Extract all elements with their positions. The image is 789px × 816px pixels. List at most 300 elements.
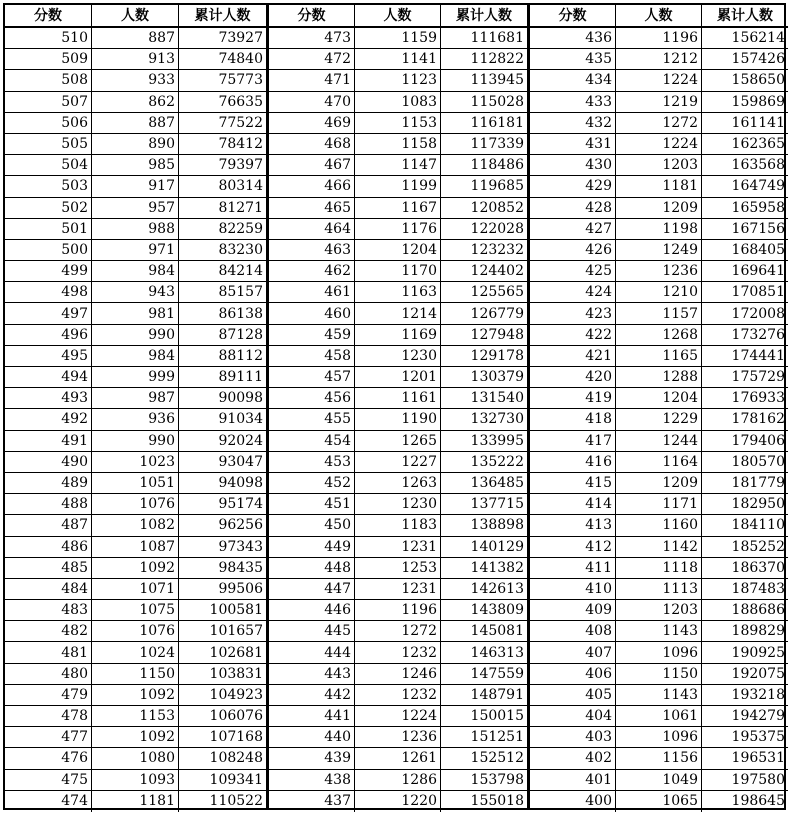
cumulative-cell: 103831 <box>209 665 263 682</box>
cumulative-cell: 135222 <box>470 453 524 470</box>
count-cell: 1075 <box>92 600 179 620</box>
header-cumulative: 累计人数 <box>194 7 251 24</box>
table-row <box>269 261 527 282</box>
score-cell: 418 <box>530 409 616 429</box>
cumulative-cell: 162365 <box>731 136 785 153</box>
score-cell: 433 <box>530 92 616 112</box>
cumulative-cell: 92024 <box>218 432 263 449</box>
score-cell: 449 <box>269 537 355 557</box>
score-cell: 510 <box>5 28 92 48</box>
score-cell: 400 <box>530 791 616 812</box>
count-cell: 1157 <box>616 303 702 323</box>
cumulative-cell: 170851 <box>731 284 785 301</box>
table-row <box>530 303 788 324</box>
cumulative-cell: 97343 <box>218 538 263 555</box>
count-cell: 1118 <box>616 558 702 578</box>
table-row <box>269 70 527 91</box>
score-cell: 416 <box>530 452 616 472</box>
table-row <box>5 770 266 791</box>
table-row <box>269 155 527 176</box>
cumulative-cell: 194279 <box>731 708 785 725</box>
cumulative-cell: 161141 <box>731 114 785 131</box>
count-cell: 1288 <box>616 367 702 387</box>
count-cell: 1051 <box>92 473 179 493</box>
table-row <box>269 240 527 261</box>
cumulative-cell: 82259 <box>218 220 263 237</box>
count-cell: 1082 <box>92 515 179 535</box>
table-row <box>530 558 788 579</box>
header-count: 人数 <box>92 5 179 26</box>
score-cell: 489 <box>5 473 92 493</box>
score-cell: 419 <box>530 388 616 408</box>
count-cell: 1150 <box>92 664 179 684</box>
count-cell: 981 <box>92 303 179 323</box>
cumulative-cell: 116181 <box>470 114 524 131</box>
table-row <box>269 134 527 155</box>
score-cell: 508 <box>5 70 92 90</box>
cumulative-cell: 186370 <box>731 559 785 576</box>
cumulative-cell: 118486 <box>470 157 524 174</box>
header-row <box>5 5 266 28</box>
count-cell: 1196 <box>355 600 441 620</box>
cumulative-cell: 168405 <box>731 241 785 258</box>
table-row <box>530 134 788 155</box>
count-cell: 1147 <box>355 155 441 175</box>
count-cell: 1160 <box>616 515 702 535</box>
cumulative-cell: 193218 <box>731 686 785 703</box>
count-cell: 1261 <box>355 748 441 768</box>
score-cell: 455 <box>269 409 355 429</box>
score-cell: 499 <box>5 261 92 281</box>
cumulative-cell: 84214 <box>218 263 263 280</box>
score-cell: 471 <box>269 70 355 90</box>
score-cell: 423 <box>530 303 616 323</box>
cumulative-cell: 151251 <box>470 729 524 746</box>
count-cell: 1153 <box>355 113 441 133</box>
score-cell: 429 <box>530 176 616 196</box>
score-cell: 469 <box>269 113 355 133</box>
table-row <box>530 282 788 303</box>
table-row <box>269 558 527 579</box>
score-cell: 402 <box>530 748 616 768</box>
table-row <box>269 431 527 452</box>
score-cell: 500 <box>5 240 92 260</box>
table-row <box>5 113 266 134</box>
score-cell: 424 <box>530 282 616 302</box>
cumulative-cell: 112822 <box>470 51 524 68</box>
score-cell: 411 <box>530 558 616 578</box>
count-cell: 1210 <box>616 282 702 302</box>
cumulative-cell: 130379 <box>470 369 524 386</box>
cumulative-cell: 131540 <box>470 390 524 407</box>
table-row <box>5 748 266 769</box>
score-cell: 472 <box>269 49 355 69</box>
table-row <box>5 388 266 409</box>
score-cell: 495 <box>5 346 92 366</box>
cumulative-cell: 120852 <box>470 199 524 216</box>
table-row <box>5 685 266 706</box>
score-cell: 436 <box>530 28 616 48</box>
score-cell: 492 <box>5 409 92 429</box>
header-score: 分数 <box>530 5 616 26</box>
cumulative-cell: 143809 <box>470 602 524 619</box>
score-cell: 501 <box>5 219 92 239</box>
table-row <box>530 452 788 473</box>
table-row <box>5 621 266 642</box>
table-row <box>530 791 788 812</box>
table-row <box>530 685 788 706</box>
cumulative-cell: 123232 <box>470 241 524 258</box>
cumulative-cell: 106076 <box>209 708 263 725</box>
table-row <box>5 452 266 473</box>
count-cell: 1229 <box>616 409 702 429</box>
count-cell: 1236 <box>616 261 702 281</box>
cumulative-cell: 93047 <box>218 453 263 470</box>
table-row <box>5 325 266 346</box>
table-row <box>530 388 788 409</box>
table-row <box>530 600 788 621</box>
score-cell: 457 <box>269 367 355 387</box>
header-row <box>269 5 527 28</box>
table-row <box>530 346 788 367</box>
count-cell: 1214 <box>355 303 441 323</box>
cumulative-cell: 102681 <box>209 644 263 661</box>
table-row <box>269 494 527 515</box>
count-cell: 1227 <box>355 452 441 472</box>
count-cell: 936 <box>92 409 179 429</box>
table-row <box>5 219 266 240</box>
table-row <box>530 664 788 685</box>
cumulative-cell: 182950 <box>731 496 785 513</box>
count-cell: 1083 <box>355 92 441 112</box>
count-cell: 1263 <box>355 473 441 493</box>
table-row <box>5 155 266 176</box>
count-cell: 1220 <box>355 791 441 812</box>
count-cell: 1212 <box>616 49 702 69</box>
header-cumulative: 累计人数 <box>717 7 773 24</box>
score-cell: 474 <box>5 791 92 812</box>
count-cell: 1071 <box>92 579 179 599</box>
header-row <box>530 5 788 28</box>
cumulative-cell: 169641 <box>731 263 785 280</box>
cumulative-cell: 94098 <box>218 475 263 492</box>
count-cell: 1123 <box>355 70 441 90</box>
count-cell: 1093 <box>92 770 179 790</box>
score-cell: 494 <box>5 367 92 387</box>
score-cell: 408 <box>530 621 616 641</box>
cumulative-cell: 86138 <box>218 305 263 322</box>
table-row <box>5 558 266 579</box>
table-row <box>530 113 788 134</box>
cumulative-cell: 167156 <box>731 220 785 237</box>
table-row <box>530 261 788 282</box>
cumulative-cell: 73927 <box>218 30 263 47</box>
table-row <box>530 155 788 176</box>
score-cell: 440 <box>269 727 355 747</box>
table-row <box>269 770 527 791</box>
score-cell: 476 <box>5 748 92 768</box>
count-cell: 1024 <box>92 642 179 662</box>
count-cell: 1164 <box>616 452 702 472</box>
count-cell: 1181 <box>616 176 702 196</box>
score-cell: 405 <box>530 685 616 705</box>
score-cell: 497 <box>5 303 92 323</box>
header-cumulative: 累计人数 <box>456 7 512 24</box>
score-cell: 496 <box>5 325 92 345</box>
cumulative-cell: 129178 <box>470 347 524 364</box>
table-row <box>269 748 527 769</box>
cumulative-cell: 101657 <box>209 623 263 640</box>
cumulative-cell: 81271 <box>218 199 263 216</box>
cumulative-cell: 113945 <box>470 72 524 89</box>
count-cell: 887 <box>92 113 179 133</box>
score-cell: 505 <box>5 134 92 154</box>
header-score: 分数 <box>5 5 92 26</box>
table-row <box>5 49 266 70</box>
table-row <box>5 791 266 812</box>
table-row <box>269 537 527 558</box>
cumulative-cell: 119685 <box>470 178 524 195</box>
count-cell: 917 <box>92 176 179 196</box>
count-cell: 913 <box>92 49 179 69</box>
cumulative-cell: 115028 <box>470 93 524 110</box>
cumulative-cell: 125565 <box>470 284 524 301</box>
table-row <box>269 600 527 621</box>
score-cell: 475 <box>5 770 92 790</box>
cumulative-cell: 142613 <box>470 580 524 597</box>
table-row <box>530 748 788 769</box>
count-cell: 1096 <box>616 727 702 747</box>
count-cell: 1023 <box>92 452 179 472</box>
count-cell: 1092 <box>92 558 179 578</box>
score-cell: 410 <box>530 579 616 599</box>
table-row <box>269 176 527 197</box>
cumulative-cell: 87128 <box>218 326 263 343</box>
score-cell: 447 <box>269 579 355 599</box>
count-cell: 1224 <box>616 70 702 90</box>
count-cell: 1061 <box>616 706 702 726</box>
count-cell: 1076 <box>92 621 179 641</box>
table-row <box>269 452 527 473</box>
header-score: 分数 <box>269 5 355 26</box>
count-cell: 957 <box>92 198 179 218</box>
cumulative-cell: 126779 <box>470 305 524 322</box>
score-cell: 415 <box>530 473 616 493</box>
cumulative-cell: 189829 <box>731 623 785 640</box>
count-cell: 943 <box>92 282 179 302</box>
score-cell: 458 <box>269 346 355 366</box>
score-cell: 427 <box>530 219 616 239</box>
score-cell: 466 <box>269 176 355 196</box>
table-row <box>530 537 788 558</box>
count-cell: 1143 <box>616 621 702 641</box>
count-cell: 1231 <box>355 537 441 557</box>
table-row <box>269 325 527 346</box>
cumulative-cell: 195375 <box>731 729 785 746</box>
table-row <box>5 409 266 430</box>
table-row <box>530 409 788 430</box>
cumulative-cell: 165958 <box>731 199 785 216</box>
table-row <box>530 494 788 515</box>
table-row <box>530 240 788 261</box>
count-cell: 887 <box>92 28 179 48</box>
cumulative-cell: 132730 <box>470 411 524 428</box>
cumulative-cell: 158650 <box>731 72 785 89</box>
table-row <box>269 621 527 642</box>
table-row <box>269 303 527 324</box>
score-cell: 441 <box>269 706 355 726</box>
score-cell: 478 <box>5 706 92 726</box>
count-cell: 1049 <box>616 770 702 790</box>
count-cell: 1076 <box>92 494 179 514</box>
cumulative-cell: 96256 <box>218 517 263 534</box>
cumulative-cell: 163568 <box>731 157 785 174</box>
table-row <box>5 282 266 303</box>
score-cell: 406 <box>530 664 616 684</box>
count-cell: 985 <box>92 155 179 175</box>
cumulative-cell: 100581 <box>209 602 263 619</box>
cumulative-cell: 99506 <box>218 580 263 597</box>
count-cell: 1113 <box>616 579 702 599</box>
table-row <box>5 431 266 452</box>
score-cell: 431 <box>530 134 616 154</box>
count-cell: 1159 <box>355 28 441 48</box>
count-cell: 1224 <box>616 134 702 154</box>
score-cell: 444 <box>269 642 355 662</box>
count-cell: 1170 <box>355 261 441 281</box>
cumulative-cell: 127948 <box>470 326 524 343</box>
score-cell: 430 <box>530 155 616 175</box>
count-cell: 862 <box>92 92 179 112</box>
cumulative-cell: 108248 <box>209 750 263 767</box>
score-cell: 470 <box>269 92 355 112</box>
cumulative-cell: 157426 <box>731 51 785 68</box>
score-cell: 506 <box>5 113 92 133</box>
count-cell: 1203 <box>616 600 702 620</box>
table-row <box>269 388 527 409</box>
cumulative-cell: 80314 <box>218 178 263 195</box>
score-cell: 409 <box>530 600 616 620</box>
table-row <box>530 92 788 113</box>
score-cell: 450 <box>269 515 355 535</box>
cumulative-cell: 196531 <box>731 750 785 767</box>
cumulative-cell: 83230 <box>218 241 263 258</box>
table-row <box>5 600 266 621</box>
cumulative-cell: 109341 <box>209 771 263 788</box>
cumulative-cell: 133995 <box>470 432 524 449</box>
count-cell: 1268 <box>616 325 702 345</box>
cumulative-cell: 85157 <box>218 284 263 301</box>
count-cell: 1230 <box>355 494 441 514</box>
count-cell: 1171 <box>616 494 702 514</box>
cumulative-cell: 192075 <box>731 665 785 682</box>
cumulative-cell: 90098 <box>218 390 263 407</box>
count-cell: 1286 <box>355 770 441 790</box>
table-row <box>269 346 527 367</box>
table-row <box>269 113 527 134</box>
count-cell: 933 <box>92 70 179 90</box>
count-cell: 1232 <box>355 685 441 705</box>
score-cell: 473 <box>269 28 355 48</box>
score-cell: 446 <box>269 600 355 620</box>
table-row <box>269 642 527 663</box>
count-cell: 999 <box>92 367 179 387</box>
table-row <box>530 325 788 346</box>
table-row <box>269 92 527 113</box>
count-cell: 1190 <box>355 409 441 429</box>
score-cell: 464 <box>269 219 355 239</box>
count-cell: 1272 <box>355 621 441 641</box>
score-cell: 451 <box>269 494 355 514</box>
table-row <box>269 727 527 748</box>
score-cell: 463 <box>269 240 355 260</box>
table-block-1 <box>5 5 266 808</box>
count-cell: 1253 <box>355 558 441 578</box>
table-row <box>530 367 788 388</box>
count-cell: 1153 <box>92 706 179 726</box>
score-cell: 502 <box>5 198 92 218</box>
count-cell: 1150 <box>616 664 702 684</box>
cumulative-cell: 148791 <box>470 686 524 703</box>
score-cell: 412 <box>530 537 616 557</box>
table-row <box>5 664 266 685</box>
score-cell: 479 <box>5 685 92 705</box>
count-cell: 984 <box>92 346 179 366</box>
score-cell: 445 <box>269 621 355 641</box>
score-cell: 413 <box>530 515 616 535</box>
count-cell: 1141 <box>355 49 441 69</box>
table-row <box>530 28 788 49</box>
score-cell: 462 <box>269 261 355 281</box>
cumulative-cell: 185252 <box>731 538 785 555</box>
count-cell: 1231 <box>355 579 441 599</box>
score-cell: 481 <box>5 642 92 662</box>
table-row <box>5 92 266 113</box>
count-cell: 984 <box>92 261 179 281</box>
table-row <box>530 49 788 70</box>
table-row <box>530 473 788 494</box>
score-cell: 504 <box>5 155 92 175</box>
count-cell: 1244 <box>616 431 702 451</box>
cumulative-cell: 187483 <box>731 580 785 597</box>
score-cell: 407 <box>530 642 616 662</box>
cumulative-cell: 180570 <box>731 453 785 470</box>
score-cell: 465 <box>269 198 355 218</box>
table-row <box>5 176 266 197</box>
cumulative-cell: 117339 <box>470 136 524 153</box>
cumulative-cell: 173276 <box>731 326 785 343</box>
cumulative-cell: 184110 <box>731 517 785 534</box>
cumulative-cell: 111681 <box>470 30 524 47</box>
score-cell: 480 <box>5 664 92 684</box>
cumulative-cell: 141382 <box>470 559 524 576</box>
score-cell: 460 <box>269 303 355 323</box>
score-cell: 456 <box>269 388 355 408</box>
score-cell: 414 <box>530 494 616 514</box>
cumulative-cell: 175729 <box>731 369 785 386</box>
count-cell: 1232 <box>355 642 441 662</box>
score-cell: 461 <box>269 282 355 302</box>
count-cell: 1165 <box>616 346 702 366</box>
score-cell: 477 <box>5 727 92 747</box>
cumulative-cell: 136485 <box>470 475 524 492</box>
score-cell: 403 <box>530 727 616 747</box>
count-cell: 1092 <box>92 685 179 705</box>
count-cell: 1065 <box>616 791 702 812</box>
table-row <box>5 727 266 748</box>
cumulative-cell: 107168 <box>209 729 263 746</box>
cumulative-cell: 174441 <box>731 347 785 364</box>
